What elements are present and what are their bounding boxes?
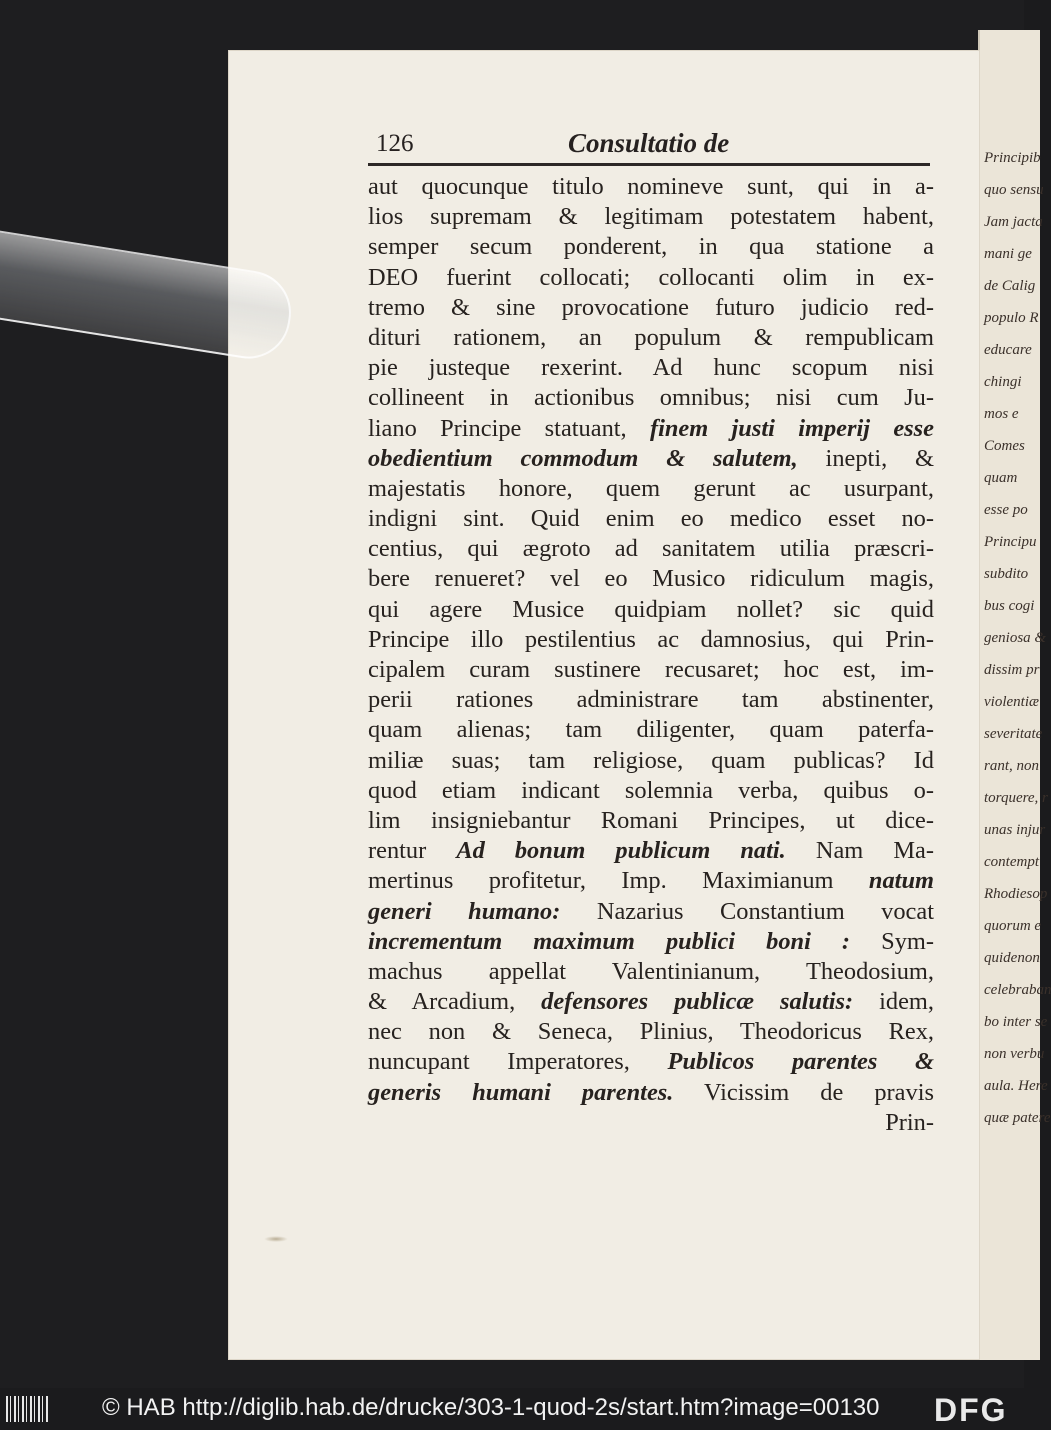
facing-page-fragment: populo R — [984, 310, 1039, 326]
facing-page-fragment: unas injur — [984, 822, 1046, 838]
text-line: quam alienas; tam diligenter, quam paterfa- — [368, 716, 934, 744]
text-line — [368, 927, 934, 957]
footer-bar — [0, 1388, 1024, 1430]
facing-page-fragment: quæ patere — [984, 1110, 1051, 1126]
facing-page-fragment: dissim pr — [984, 662, 1040, 678]
head-rule — [368, 163, 930, 166]
text-span: Vicissim de pravis — [703, 1078, 934, 1106]
text-line — [368, 866, 934, 896]
text-line: lim insigniebantur Romani Principes, ut dice- — [368, 806, 934, 834]
text-line: Principe illo pestilentius ac damnosius, qui Prin- — [368, 625, 934, 653]
facing-page-fragment: Principib — [984, 150, 1041, 166]
text-line: centius, qui ægroto ad sanitatem utilia præscri- — [368, 535, 934, 563]
barcode-icon — [6, 1396, 48, 1422]
page-number: 126 — [376, 130, 414, 157]
facing-page-fragment: geniosa & — [984, 630, 1047, 646]
facing-page-fragment: de Calig — [984, 278, 1036, 294]
facing-page-fragment: quorum e — [984, 918, 1042, 934]
facing-page-fragment: quo sensu — [984, 182, 1044, 198]
text-span: inepti, & — [825, 444, 934, 472]
italic-span: generi humano: — [368, 897, 561, 925]
text-line: machus appellat Valentinianum, Theodosium, — [368, 957, 934, 985]
running-head — [368, 128, 888, 164]
facing-page-fragment: mani ge — [984, 246, 1032, 262]
text-line: collineent in actionibus omnibus; nisi cum Ju- — [368, 384, 934, 412]
text-line: lios supremam & legitimam potestatem habent, — [368, 203, 934, 231]
text-line — [368, 897, 934, 927]
text-span: & Arcadium, — [368, 988, 516, 1016]
text-line: cipalem curam sustinere recusaret; hoc est, im- — [368, 656, 934, 683]
text-span: idem, — [879, 988, 934, 1016]
italic-span: defensores publicæ salutis: — [541, 988, 854, 1016]
text-span: mertinus profitetur, Imp. Maximianum — [368, 867, 834, 895]
text-line: quod etiam indicant solemnia verba, quibus o- — [368, 776, 934, 804]
text-line: pie justeque rexerint. Ad hunc scopum nisi — [368, 354, 934, 382]
facing-page-fragment: esse po — [984, 502, 1028, 518]
facing-page-fragment: violentiæ — [984, 694, 1039, 710]
italic-span: Ad bonum publicum nati. — [456, 837, 786, 865]
text-span: Sym- — [881, 927, 934, 955]
text-line — [368, 1047, 934, 1077]
dfg-logo: DFG — [934, 1392, 1008, 1428]
facing-page-fragment: severitate — [984, 726, 1043, 742]
italic-span: obedientium commodum & salutem, — [368, 444, 798, 472]
ink-smudge — [264, 1236, 288, 1242]
footer-credit[interactable]: © HAB http://diglib.hab.de/drucke/303-1-quod-2s/start.htm?image=00130 — [102, 1394, 880, 1421]
text-span: nuncupant Imperatores, — [368, 1048, 630, 1076]
facing-page-fragment: Principu — [984, 534, 1037, 550]
text-block — [368, 172, 934, 1138]
text-span: Nazarius Constantium vocat — [596, 897, 934, 925]
facing-page-fragment: quidenon — [984, 950, 1040, 966]
text-line: miliæ suas; tam religiose, quam publicas? Id — [368, 746, 934, 774]
text-span: liano Principe statuant, — [368, 414, 627, 442]
italic-span: Publicos parentes & — [667, 1048, 934, 1076]
facing-page-fragment: subdito — [984, 566, 1029, 582]
text-span: Nam Ma- — [815, 837, 934, 865]
text-line: perii rationes administrare tam abstinenter, — [368, 686, 934, 714]
text-line: DEO fuerint collocati; collocanti olim in ex- — [368, 263, 934, 291]
text-line — [368, 414, 934, 444]
facing-page-fragment: chingi — [984, 374, 1022, 390]
facing-page-fragment: contempt — [984, 854, 1039, 870]
facing-page-fragment: celebraban — [984, 982, 1051, 998]
text-line: qui agere Musice quidpiam nollet? sic quid — [368, 595, 934, 623]
running-title: Consultatio de — [568, 128, 730, 158]
text-line — [368, 444, 934, 474]
text-line: dituri rationem, an populum & rempublicam — [368, 323, 934, 351]
italic-span: incrementum maximum publici boni : — [368, 927, 851, 955]
text-span: rentur — [368, 837, 427, 865]
text-line: bere renueret? vel eo Musico ridiculum magis, — [368, 565, 934, 593]
facing-page-fragment: aula. Here — [984, 1078, 1048, 1094]
text-line: indigni sint. Quid enim eo medico esset no- — [368, 505, 934, 533]
facing-page-fragment: mos e — [984, 406, 1019, 422]
text-line: tremo & sine provocatione futuro judicio red- — [368, 293, 934, 321]
text-line: semper secum ponderent, in qua statione a — [368, 233, 934, 261]
facing-page-fragment: bus cogi — [984, 598, 1035, 614]
text-line — [368, 836, 934, 866]
text-line: majestatis honore, quem gerunt ac usurpant, — [368, 474, 934, 502]
book-page — [228, 50, 980, 1360]
text-line — [368, 987, 934, 1017]
text-line: nec non & Seneca, Plinius, Theodoricus Rex, — [368, 1018, 934, 1046]
facing-page-fragment: rant, non — [984, 758, 1040, 774]
facing-page-fragment: Jam jacta — [984, 214, 1043, 230]
text-line: aut quocunque titulo nomineve sunt, qui in a- — [368, 173, 934, 200]
facing-page-fragment: quam — [984, 470, 1018, 486]
facing-page-fragment: non verbu — [984, 1046, 1045, 1062]
text-line — [368, 1078, 934, 1108]
facing-page-fragment: bo inter se — [984, 1014, 1048, 1030]
catchword: Prin- — [885, 1108, 934, 1136]
facing-page-fragment: torquere, r — [984, 790, 1048, 806]
facing-page-fragment: Comes — [984, 438, 1025, 454]
facing-page — [978, 30, 1051, 1360]
facing-page-fragment: educare — [984, 342, 1032, 358]
italic-span: finem justi imperij esse — [649, 414, 934, 442]
italic-span: natum — [868, 867, 934, 895]
italic-span: generis humani parentes. — [368, 1078, 674, 1106]
facing-page-fragment: Rhodiesop — [984, 886, 1048, 902]
